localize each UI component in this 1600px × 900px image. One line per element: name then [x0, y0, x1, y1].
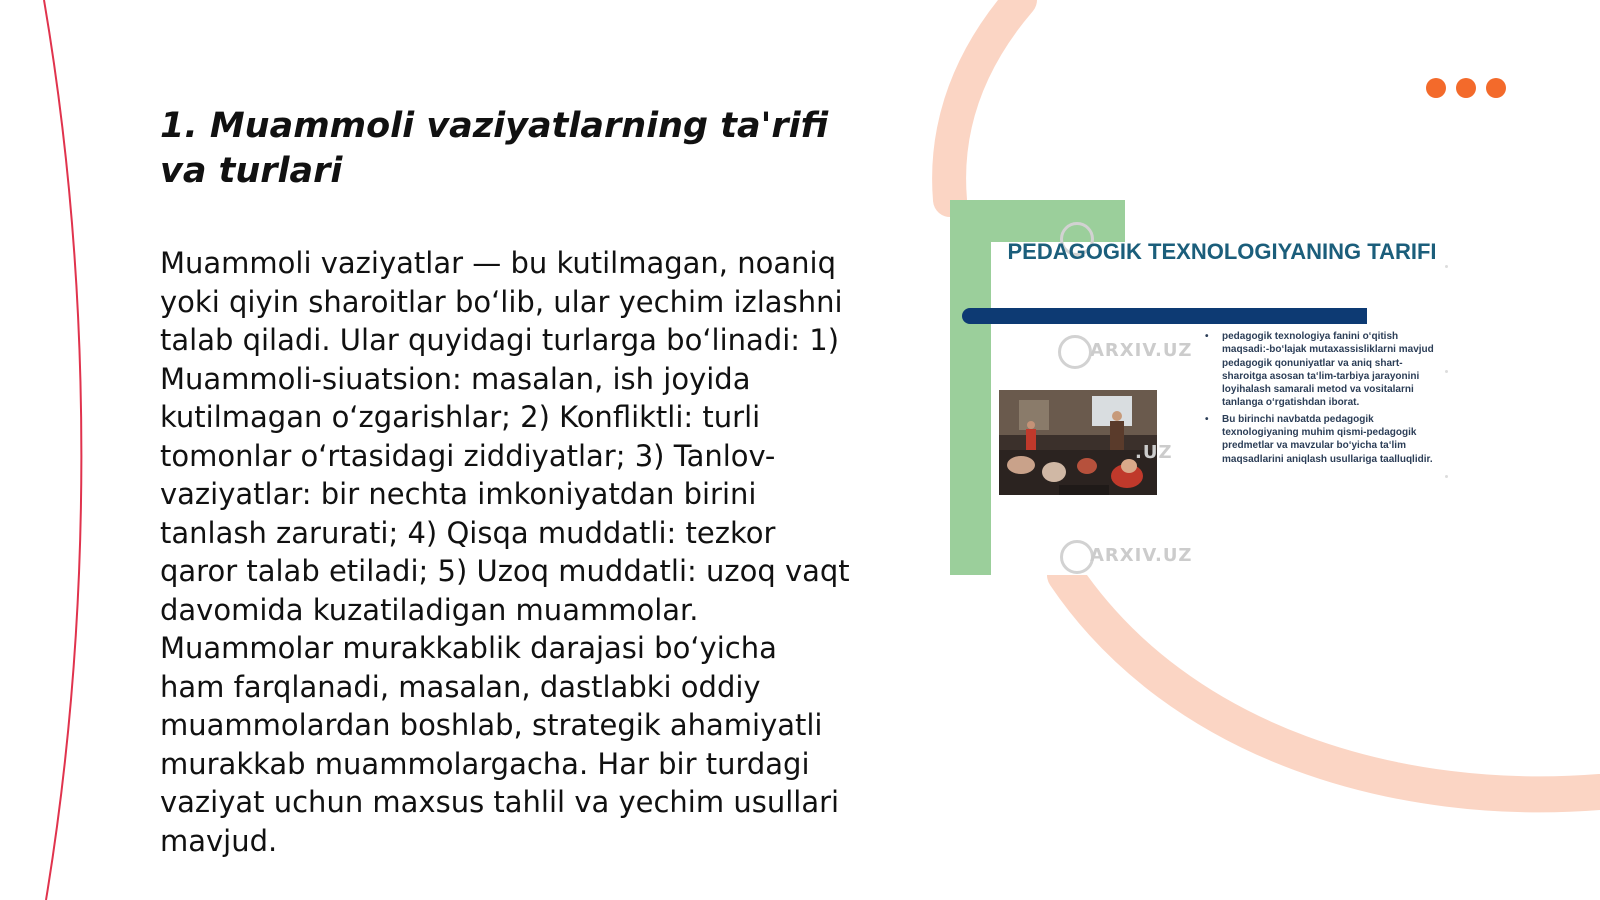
- watermark-text: ARXIV.UZ: [1090, 340, 1193, 361]
- slide-title: 1. Muammoli vaziyatlarning ta'rifi va turlari: [160, 106, 829, 191]
- embedded-slide-title: PEDAGOGIK TEXNOLOGIYANING TARIFI: [1007, 239, 1437, 264]
- slide-edge-mark: [1445, 370, 1448, 373]
- watermark-text: ARXIV.UZ: [1090, 545, 1193, 566]
- slide-edge-mark: [1445, 265, 1448, 268]
- decorative-dots: [1426, 78, 1506, 98]
- dot: [1426, 78, 1446, 98]
- bullet-item: • pedagogik texnologiya fanini o‘qitish maqsadi:-bo‘lajak mutaxassisliklarni mavjud pedagogik qonuniyatlar va aniq shart-sharoitga asosan ta‘lim-tarbiya jarayonini loyihalash samarali metod va vositalarni tanlanga o‘rgatishdan iborat.: [1222, 330, 1440, 410]
- watermark-text: .UZ: [1135, 442, 1173, 463]
- left-red-curve: [44, 0, 81, 900]
- dot: [1456, 78, 1476, 98]
- embedded-slide-image: [950, 200, 1450, 575]
- dot: [1486, 78, 1506, 98]
- slide-body-text: Muammoli vaziyatlar — bu kutilmagan, noaniq yoki qiyin sharoitlar bo‘lib, ular yechim izlashni talab qiladi. Ular quyidagi turlarga bo‘linadi: 1) Muammoli-siuatsion: masalan, ish joyida kutilmagan o‘zgarishlar; 2) Konfliktli: turli tomonlar o‘rtasidagi ziddiyatlar; 3) Tanlov-vaziyatlar: bir nechta imkoniyatdan birini tanlash zarurati; 4) Qisqa muddatli: tezkor qaror talab etiladi; 5) Uzoq muddatli: uzoq vaqt davomida kuzatiladigan muammolar. Muammolar murakkablik darajasi bo‘yicha ham farqlanadi, masalan, dastlabki oddiy muammolardan boshlab, strategik ahamiyatli murakkab muammolargacha. Har bir turdagi vaziyat uchun maxsus tahlil va yechim usullari mavjud.: [160, 246, 850, 858]
- classroom-photo: [999, 390, 1157, 495]
- magnifier-watermark-icon: [1058, 335, 1092, 369]
- slide-edge-mark: [1445, 475, 1448, 478]
- navy-divider-bar: [962, 308, 1367, 324]
- green-accent-left: [950, 200, 991, 575]
- embedded-slide-bullets: [1222, 330, 1440, 469]
- peach-arc-top: [949, 0, 1020, 200]
- peach-arc-bottom: [1065, 575, 1600, 794]
- magnifier-watermark-icon: [1060, 540, 1094, 574]
- bullet-item: • Bu birinchi navbatda pedagogik texnologiyaning muhim qismi-pedagogik predmetlar va mavzular bo‘yicha ta‘lim maqsadlarini aniqlash usullariga taalluqlidir.: [1222, 413, 1440, 466]
